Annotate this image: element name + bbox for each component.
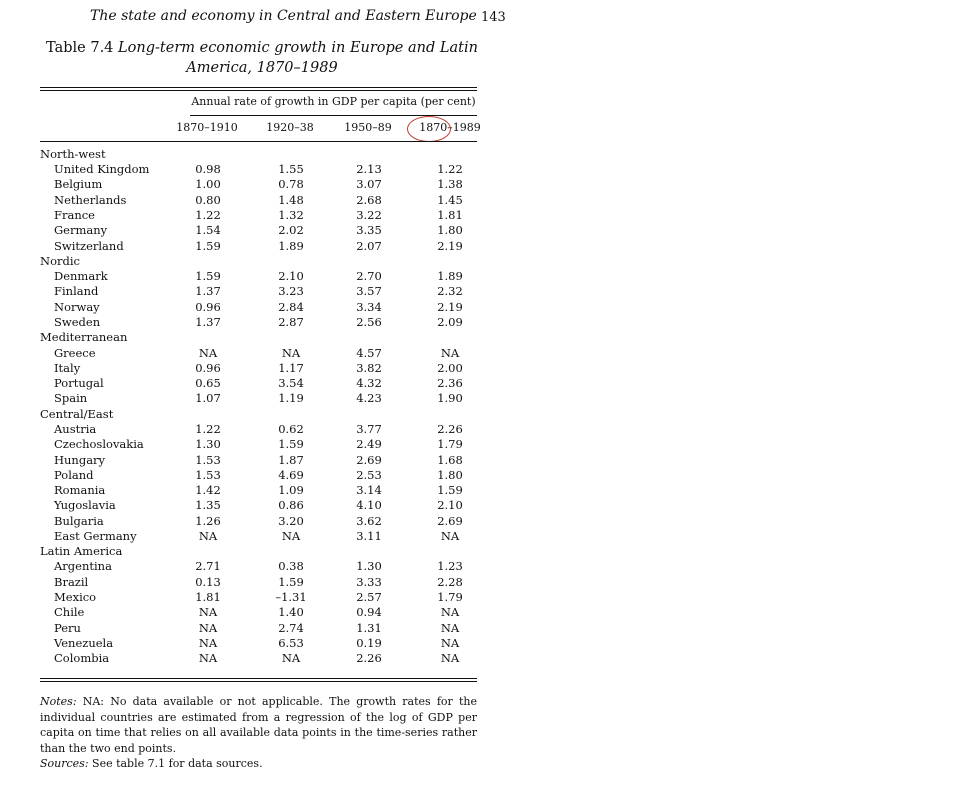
growth-value: 1.40 [278,605,304,620]
growth-value: NA [440,620,460,635]
growth-value: 0.98 [195,162,221,177]
growth-value: 3.57 [356,284,382,299]
table-body [40,147,477,667]
growth-value: 2.09 [437,315,463,330]
table-row [40,193,477,208]
country-name: Spain [54,391,88,406]
table-row [40,284,477,299]
growth-value: 1.42 [195,483,221,498]
growth-value: 3.14 [356,483,382,498]
sources-paragraph [40,756,477,772]
growth-value: 1.31 [356,620,382,635]
growth-value: 1.53 [195,467,221,482]
growth-value: 1.48 [278,192,304,207]
country-name: Brazil [54,574,89,589]
growth-value: 0.96 [195,299,221,314]
table-row [40,376,477,391]
growth-value: 0.94 [356,605,382,620]
growth-value: 3.62 [356,513,382,528]
table-row [40,223,477,238]
table-notes [40,694,477,772]
growth-value: 2.74 [278,620,304,635]
table-row [40,636,477,651]
growth-value: 1.90 [437,391,463,406]
growth-value: 2.13 [356,162,382,177]
growth-value: 0.78 [278,177,304,192]
table-row [40,208,477,223]
growth-value: NA [198,345,218,360]
country-name: France [54,208,95,223]
column-header: 1920–38 [266,121,314,134]
growth-value: 3.77 [356,421,382,436]
country-name: Romania [54,483,106,498]
country-name: Venezuela [54,635,114,650]
table-row [40,422,477,437]
growth-value: 1.09 [278,483,304,498]
table-row [40,590,477,605]
growth-value: 2.10 [278,269,304,284]
growth-value: 1.22 [195,208,221,223]
growth-value: 2.28 [437,574,463,589]
country-name: Yugoslavia [54,498,116,513]
table-row [40,605,477,620]
growth-value: 3.22 [356,208,382,223]
growth-value: 1.26 [195,513,221,528]
growth-value: 1.68 [437,452,463,467]
growth-value: NA [440,528,460,543]
growth-value: 1.22 [437,162,463,177]
column-header: 1950–89 [344,121,392,134]
growth-value: 1.22 [195,421,221,436]
table-row [40,559,477,574]
growth-value: 3.82 [356,360,382,375]
table-title: Long-term economic growth in Europe and Latin America, 1870–1989 [118,40,478,76]
growth-value: 3.20 [278,513,304,528]
table-row [40,269,477,284]
table-row [40,300,477,315]
table-row [40,514,477,529]
country-name: Sweden [54,315,101,330]
growth-value: 3.23 [278,284,304,299]
growth-value: 2.57 [356,590,382,605]
country-name: Netherlands [54,192,127,207]
country-name: Germany [54,223,108,238]
growth-value: 6.53 [278,635,304,650]
table-row [40,346,477,361]
growth-value: 1.80 [437,467,463,482]
growth-value: 2.49 [356,437,382,452]
country-name: Portugal [54,376,104,391]
growth-value: 1.23 [437,559,463,574]
country-name: Hungary [54,452,106,467]
growth-value: 1.37 [195,284,221,299]
table-row [40,453,477,468]
table-row [40,529,477,544]
header-rule [40,141,477,142]
table-label: Table 7.4 [46,40,114,56]
growth-value: NA [440,345,460,360]
growth-value: 2.84 [278,299,304,314]
country-name: Poland [54,467,94,482]
country-name: Denmark [54,269,108,284]
growth-value: 4.32 [356,376,382,391]
growth-value: 2.32 [437,284,463,299]
growth-value: 3.54 [278,376,304,391]
growth-value: 1.07 [195,391,221,406]
growth-value: 2.19 [437,238,463,253]
growth-value: –1.31 [275,590,307,605]
growth-value: 1.35 [195,498,221,513]
growth-value: 2.69 [356,452,382,467]
growth-value: 1.54 [195,223,221,238]
growth-value: NA [440,651,460,666]
growth-value: 2.10 [437,498,463,513]
growth-value: 2.70 [356,269,382,284]
growth-value: NA [198,620,218,635]
growth-value: 1.59 [195,269,221,284]
country-name: Austria [54,421,97,436]
growth-value: NA [198,651,218,666]
growth-value: 4.23 [356,391,382,406]
growth-value: 3.07 [356,177,382,192]
growth-value: 1.37 [195,315,221,330]
table-row [40,621,477,636]
growth-value: 2.26 [437,421,463,436]
growth-value: 1.59 [195,238,221,253]
table-caption [44,38,480,78]
growth-value: 2.26 [356,651,382,666]
table-row [40,575,477,590]
growth-value: 1.38 [437,177,463,192]
growth-value: 1.59 [437,483,463,498]
column-header: 1870–1989 [419,121,481,134]
growth-value: 3.33 [356,574,382,589]
growth-value: 1.30 [195,437,221,452]
growth-value: 4.10 [356,498,382,513]
growth-value: 1.00 [195,177,221,192]
country-name: Belgium [54,177,103,192]
top-rule-double [40,90,477,91]
growth-value: 1.79 [437,590,463,605]
group-label: Latin America [40,544,123,559]
table-row [40,498,477,513]
growth-value: 2.00 [437,360,463,375]
growth-value: 1.89 [278,238,304,253]
table-row [40,468,477,483]
notes-paragraph [40,694,477,756]
table-row [40,239,477,254]
bottom-rule-double [40,681,477,682]
growth-value: 1.17 [278,360,304,375]
table-row [40,651,477,666]
country-name: East Germany [54,528,137,543]
table-row [40,177,477,192]
growth-value: 1.30 [356,559,382,574]
spanning-header: Annual rate of growth in GDP per capita (per cent) [191,95,476,108]
growth-value: NA [440,635,460,650]
growth-value: NA [198,635,218,650]
growth-value: 1.53 [195,452,221,467]
group-label: Central/East [40,406,114,421]
growth-value: 0.13 [195,574,221,589]
country-name: Italy [54,360,81,375]
sources-label: Sources: [40,757,89,770]
growth-value: 1.59 [278,574,304,589]
table-row [40,483,477,498]
growth-value: NA [281,528,301,543]
table-row [40,361,477,376]
country-name: Argentina [54,559,112,574]
growth-value: 0.62 [278,421,304,436]
growth-value: 0.65 [195,376,221,391]
growth-value: 2.36 [437,376,463,391]
notes-text: NA: No data available or not applicable. The growth rates for the individual countries are estimated from a regression of the log of GDP per capita on time that relies on all available data points in the time-series rather than the two end points. [40,695,477,755]
country-name: Colombia [54,651,110,666]
growth-value: 0.19 [356,635,382,650]
country-name: Switzerland [54,238,124,253]
country-name: Chile [54,605,85,620]
growth-value: NA [198,605,218,620]
country-name: Greece [54,345,96,360]
growth-value: 2.56 [356,315,382,330]
table-row [40,437,477,452]
column-header: 1870–1910 [176,121,238,134]
growth-value: 2.07 [356,238,382,253]
growth-value: NA [198,528,218,543]
growth-value: 2.87 [278,315,304,330]
table-row [40,391,477,406]
growth-value: 1.45 [437,192,463,207]
growth-value: 2.71 [195,559,221,574]
growth-value: 2.69 [437,513,463,528]
table-row [40,162,477,177]
growth-value: 3.35 [356,223,382,238]
country-name: Mexico [54,590,97,605]
country-name: United Kingdom [54,162,150,177]
growth-value: 0.96 [195,360,221,375]
growth-value: 3.11 [356,528,382,543]
growth-value: 0.80 [195,192,221,207]
growth-value: 4.57 [356,345,382,360]
growth-value: 2.53 [356,467,382,482]
growth-value: 3.34 [356,299,382,314]
growth-value: 2.68 [356,192,382,207]
group-label: North-west [40,147,106,161]
growth-value: 1.32 [278,208,304,223]
growth-value: 2.19 [437,299,463,314]
group-label: Nordic [40,253,80,268]
bottom-rule [40,678,477,679]
group-label: Mediterranean [40,330,128,345]
growth-value: 2.02 [278,223,304,238]
country-name: Norway [54,299,100,314]
growth-value: 1.59 [278,437,304,452]
country-name: Peru [54,620,81,635]
growth-value: 1.80 [437,223,463,238]
top-rule [40,87,477,88]
sources-text: See table 7.1 for data sources. [92,757,263,770]
country-name: Czechoslovakia [54,437,144,452]
growth-value: 1.55 [278,162,304,177]
growth-value: 1.79 [437,437,463,452]
handwritten-circle-annotation [407,116,451,142]
growth-value: NA [440,605,460,620]
notes-label: Notes: [40,695,77,708]
growth-value: 1.87 [278,452,304,467]
growth-value: 1.19 [278,391,304,406]
country-name: Finland [54,284,99,299]
growth-value: 4.69 [278,467,304,482]
growth-value: NA [281,345,301,360]
growth-value: 0.38 [278,559,304,574]
country-name: Bulgaria [54,513,104,528]
growth-value: 1.81 [195,590,221,605]
running-head: The state and economy in Central and Eastern Europe [90,8,477,24]
growth-value: 1.89 [437,269,463,284]
growth-value: 1.81 [437,208,463,223]
page-number: 143 [481,10,506,25]
table-row [40,315,477,330]
growth-value: 0.86 [278,498,304,513]
growth-value: NA [281,651,301,666]
